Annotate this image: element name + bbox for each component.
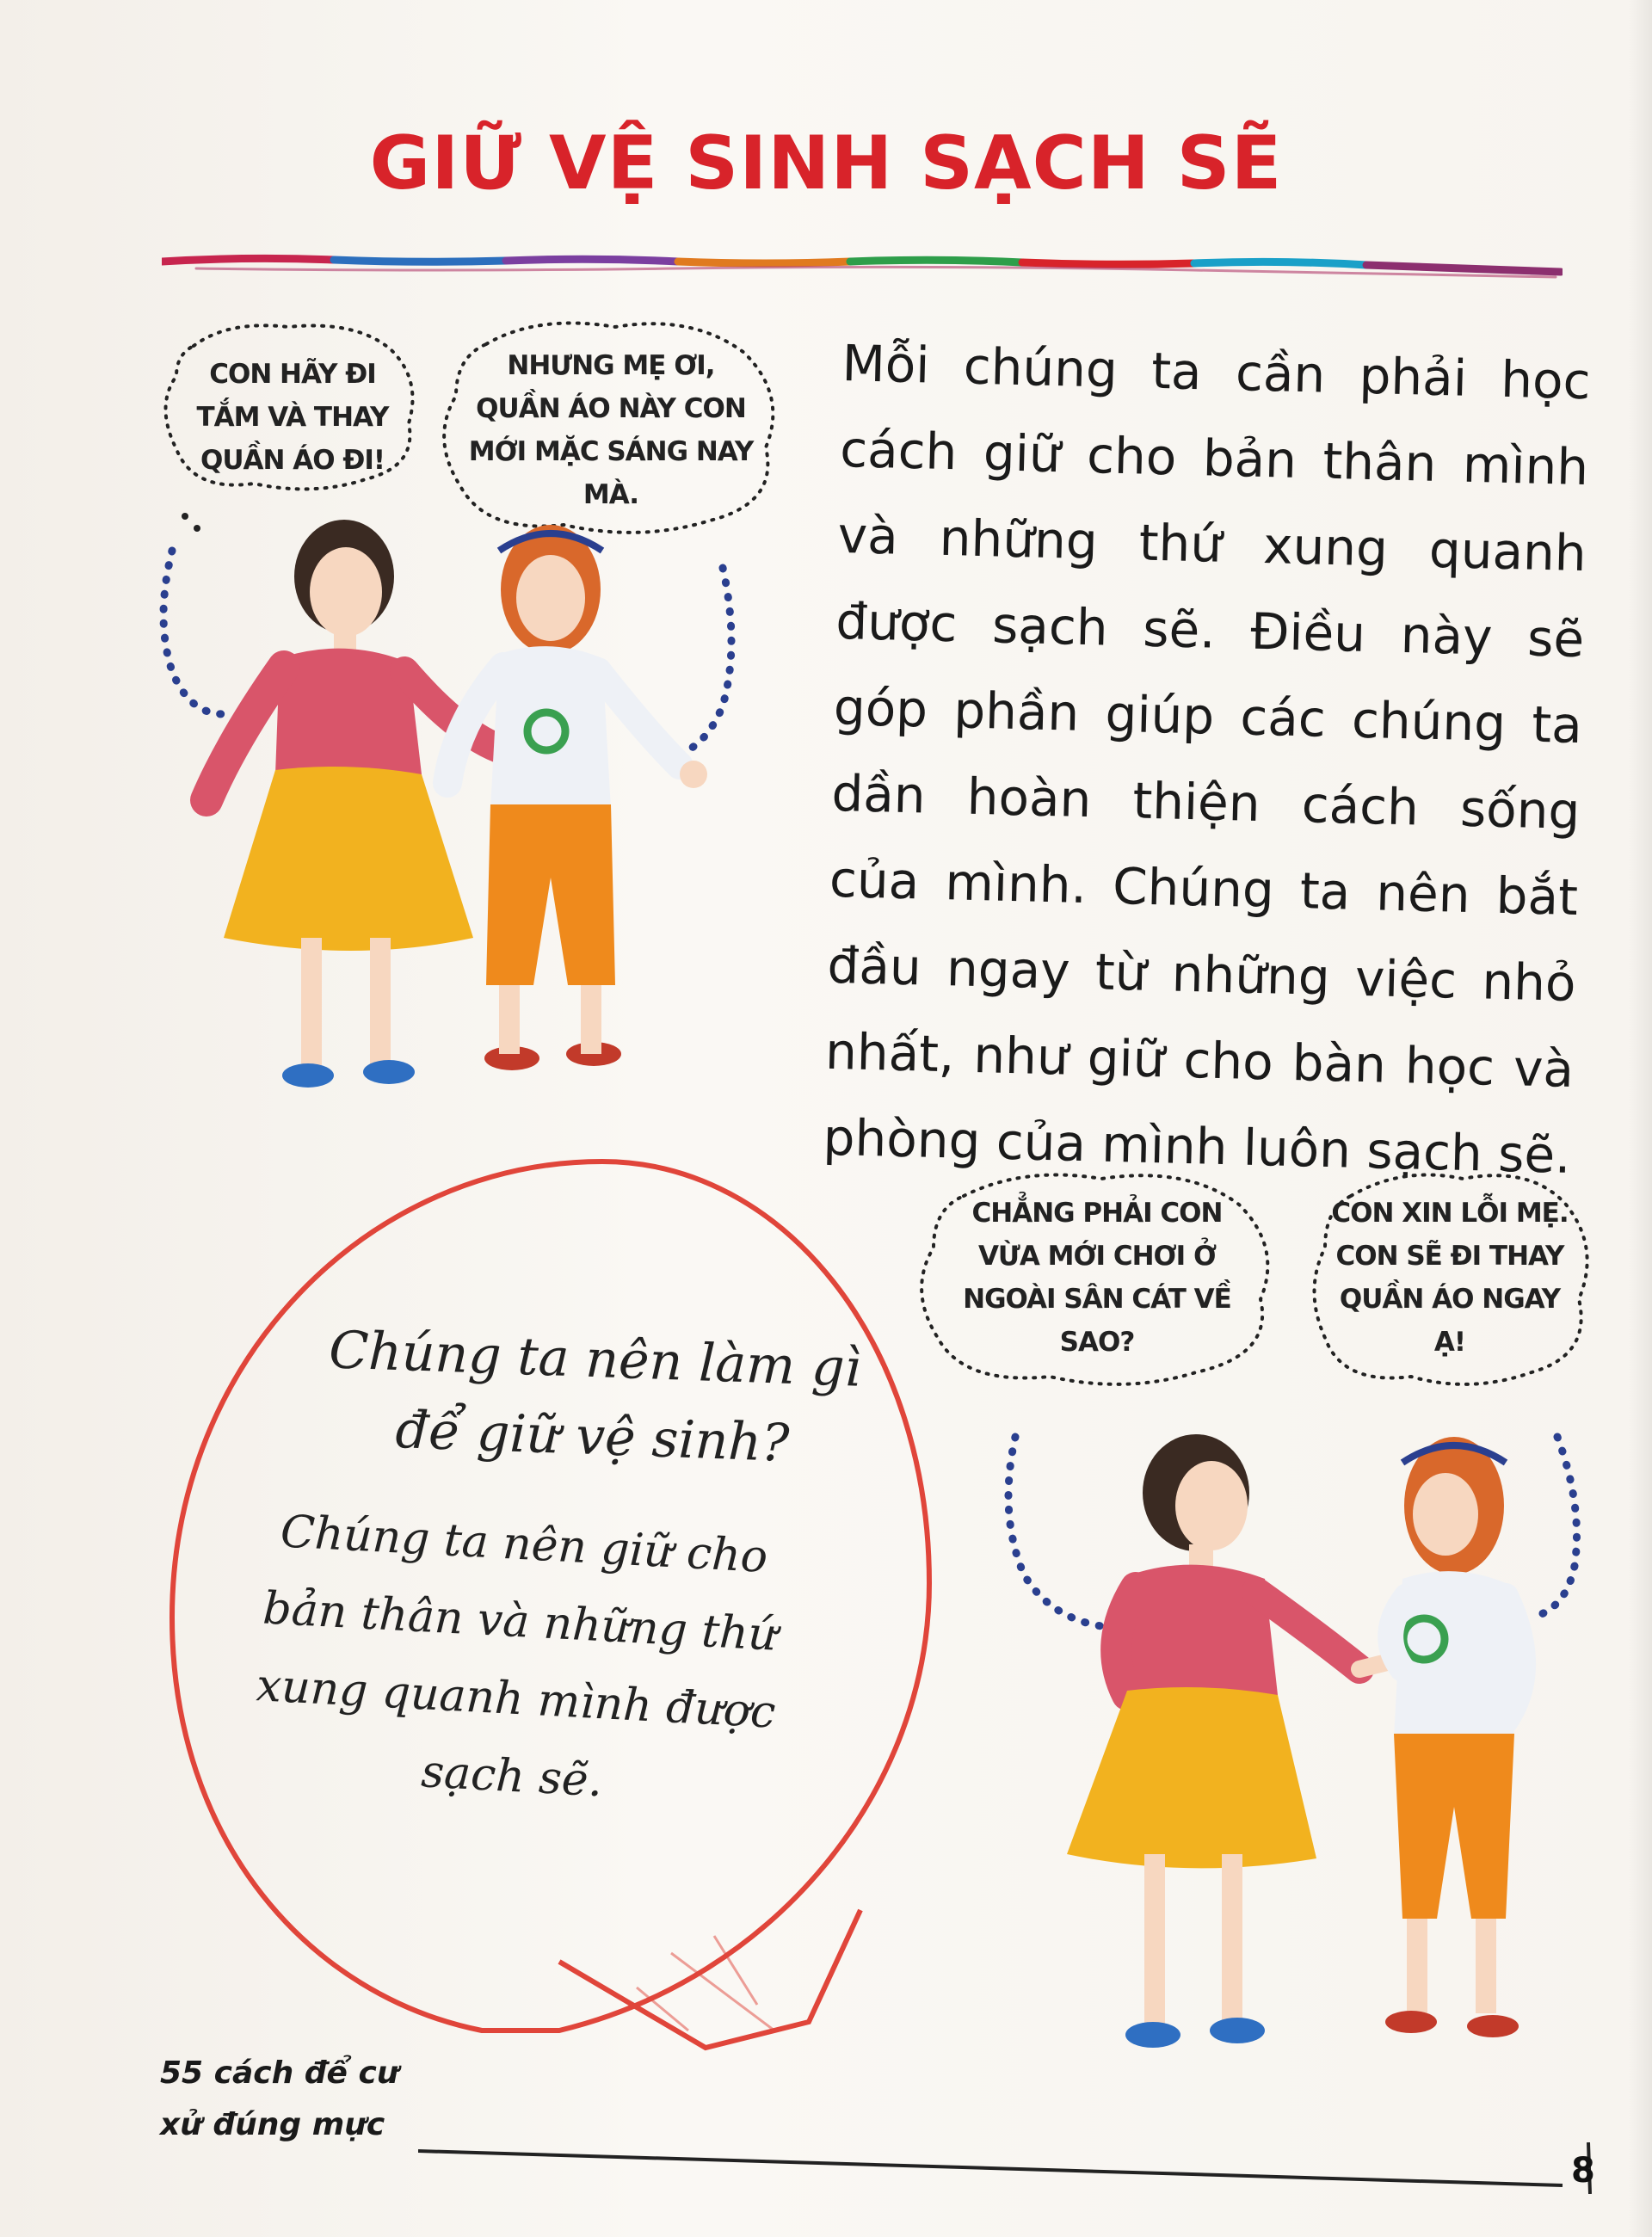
scene2-illustration bbox=[989, 1411, 1592, 2082]
mother-figure-icon bbox=[206, 520, 533, 1088]
qa-answer: Chúng ta nên giữ cho bản thân và những thứ xung quanh mình được sạch sẽ. bbox=[255, 1506, 779, 1808]
book-title: 55 cách để cư xử đúng mực bbox=[160, 2055, 399, 2142]
scene2-child-bubble bbox=[1308, 1170, 1592, 1394]
mother-figure-icon bbox=[1067, 1434, 1394, 2048]
scene2-mother-bubble bbox=[912, 1170, 1282, 1394]
page-number: 8 bbox=[1571, 2151, 1595, 2191]
child-figure-icon bbox=[447, 525, 707, 1070]
scene2-child-speech: CON XIN LỖI MẸ. CON SẼ ĐI THAY QUẦN ÁO NGAY Ạ! bbox=[1331, 1198, 1569, 1358]
scene1-mother-bubble bbox=[159, 320, 426, 509]
footer-divider bbox=[418, 2142, 1597, 2194]
page-edge-shadow bbox=[1628, 0, 1652, 2237]
child-figure-icon bbox=[1385, 1437, 1523, 2037]
scene1-illustration bbox=[120, 516, 757, 1118]
scene2-mother-speech: CHẲNG PHẢI CON VỪA MỚI CHƠI Ở NGOÀI SÂN CÁT VỀ SAO? bbox=[963, 1198, 1231, 1358]
scene1-child-bubble bbox=[435, 318, 787, 542]
scene1-child-speech: NHƯNG MẸ ƠI, QUẦN ÁO NÀY CON MỚI MẶC SÁNG NAY MÀ. bbox=[468, 350, 754, 510]
decorative-stripe bbox=[162, 251, 1563, 286]
qa-question: Chúng ta nên làm gì để giữ vệ sinh? bbox=[328, 1320, 862, 1474]
intro-paragraph: Mỗi chúng ta cần phải học cách giữ cho bản thân mình và những thứ xung quanh được sạch sẽ. Điều này sẽ góp phần giúp các chúng ta dần hoàn thiện cách sống của mình. Chúng ta nên bắt đầu ngay từ những việc nhỏ nhất, như giữ cho bàn học và phòng của mình luôn sạch sẽ. bbox=[822, 333, 1592, 1185]
scene1-mother-speech: CON HÃY ĐI TẮM VÀ THAY QUẦN ÁO ĐI! bbox=[196, 359, 389, 476]
page-title: GIỮ VỆ SINH SẠCH SẼ bbox=[369, 120, 1283, 206]
